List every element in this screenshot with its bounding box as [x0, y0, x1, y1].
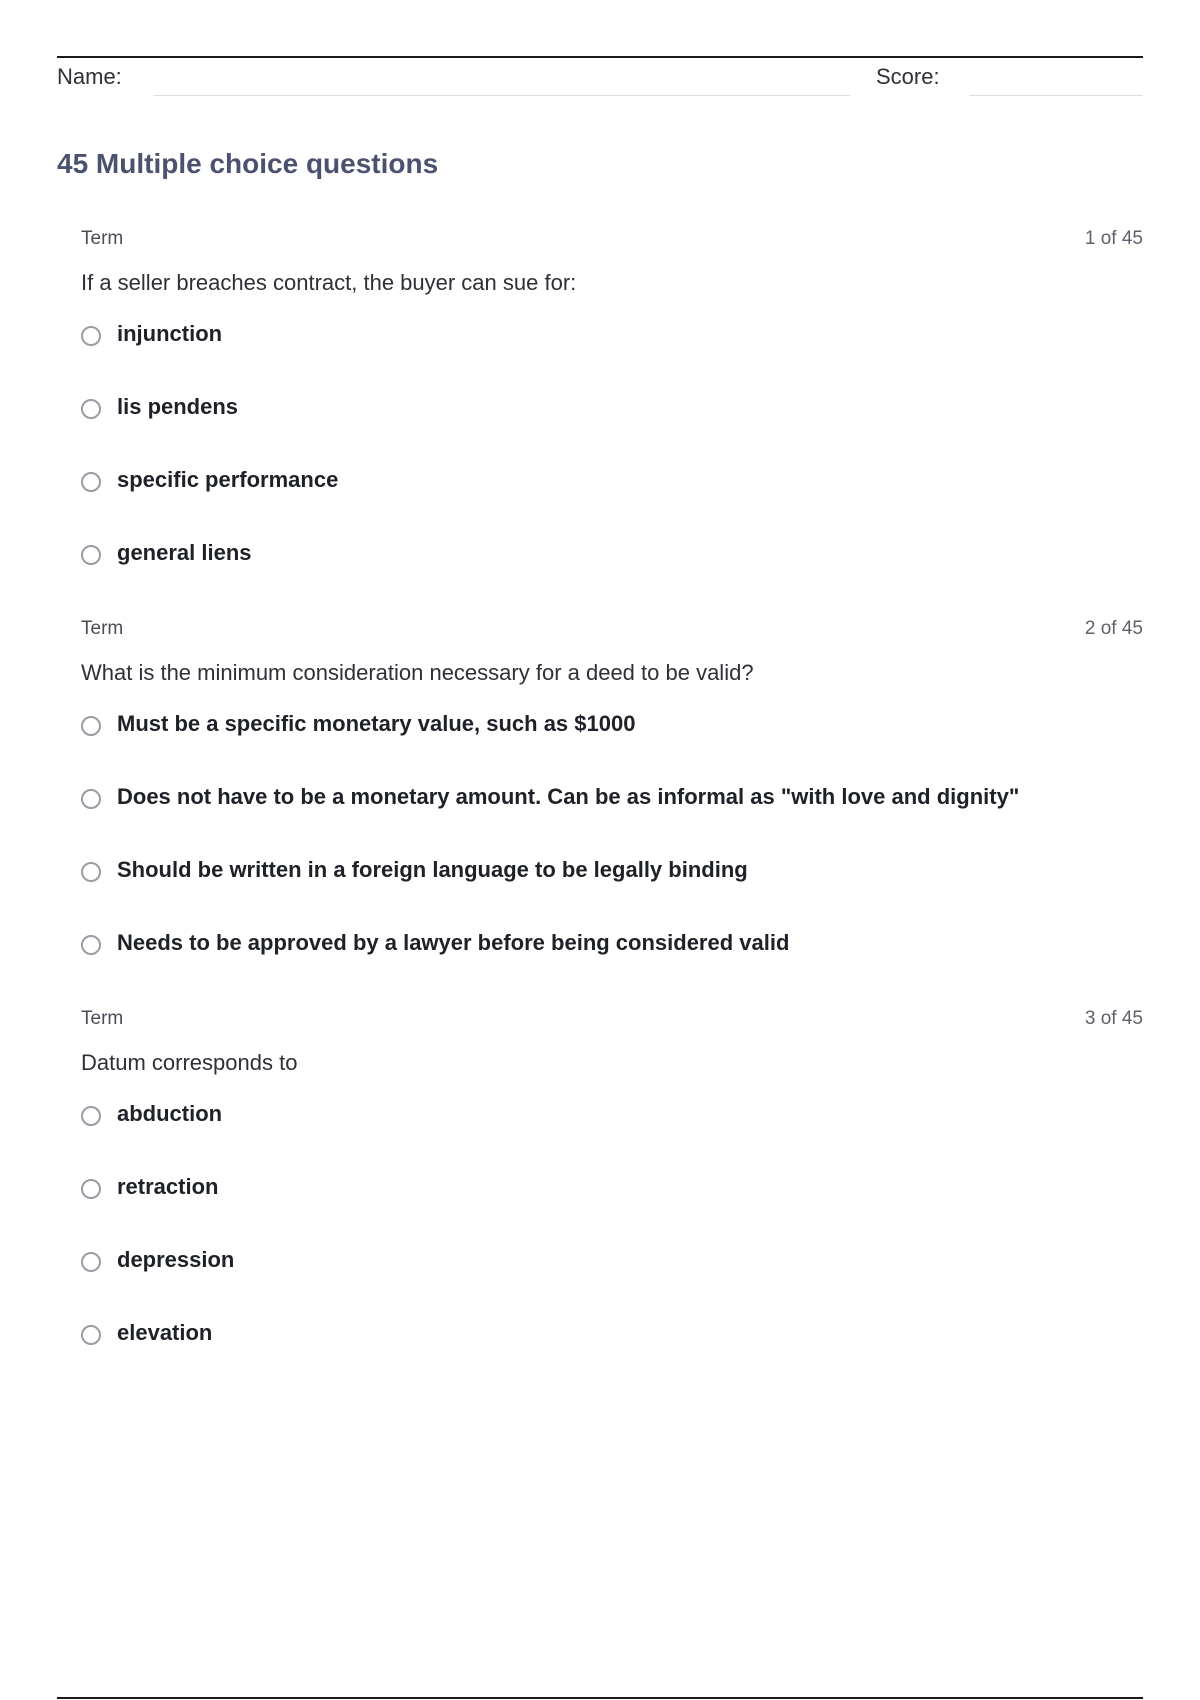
answer-option-label: Must be a specific monetary value, such as $1000	[117, 711, 636, 736]
radio-button-icon[interactable]	[81, 716, 101, 736]
question-3	[81, 1008, 1143, 1390]
radio-button-icon[interactable]	[81, 1106, 101, 1126]
answer-option-label: depression	[117, 1247, 235, 1272]
answer-option[interactable]	[81, 708, 1143, 781]
answer-option-label: specific performance	[117, 467, 339, 492]
question-2	[81, 618, 1143, 1000]
answer-option-label: Should be written in a foreign language to be legally binding	[117, 857, 748, 882]
answer-options	[81, 1098, 1143, 1390]
section-title: 45 Multiple choice questions	[57, 148, 439, 179]
answer-option[interactable]	[81, 1171, 1143, 1244]
question-1	[81, 228, 1143, 610]
answer-option[interactable]	[81, 854, 1143, 927]
answer-option[interactable]	[81, 781, 1143, 854]
answer-option-label: injunction	[117, 321, 223, 346]
answer-option-label: Does not have to be a monetary amount. Can be as informal as "with love and dignity"	[117, 784, 1020, 809]
name-label: Name:	[57, 64, 122, 89]
radio-button-icon[interactable]	[81, 862, 101, 882]
radio-button-icon[interactable]	[81, 545, 101, 565]
score-field[interactable]	[969, 95, 1143, 96]
answer-option[interactable]	[81, 1244, 1143, 1317]
name-field[interactable]	[154, 95, 850, 96]
answer-option[interactable]	[81, 1098, 1143, 1171]
answer-option-label: lis pendens	[117, 394, 239, 419]
worksheet-page	[57, 0, 1143, 1700]
radio-button-icon[interactable]	[81, 1179, 101, 1199]
radio-button-icon[interactable]	[81, 1252, 101, 1272]
question-counter: 2 of 45	[1084, 618, 1143, 639]
radio-button-icon[interactable]	[81, 399, 101, 419]
question-prompt: If a seller breaches contract, the buyer can sue for:	[81, 270, 577, 295]
top-divider	[57, 56, 1143, 58]
answer-option-label: general liens	[117, 540, 252, 565]
bottom-divider	[57, 1697, 1143, 1699]
answer-option-label: elevation	[117, 1320, 213, 1345]
answer-option[interactable]	[81, 464, 1143, 537]
answer-option-label: retraction	[117, 1174, 219, 1199]
answer-option[interactable]	[81, 537, 1143, 610]
answer-option[interactable]	[81, 318, 1143, 391]
question-term-label: Term	[81, 228, 124, 249]
header-row	[57, 62, 1143, 98]
radio-button-icon[interactable]	[81, 326, 101, 346]
question-term-label: Term	[81, 1008, 124, 1029]
answer-option-label: abduction	[117, 1101, 223, 1126]
answer-option-label: Needs to be approved by a lawyer before being considered valid	[117, 930, 790, 955]
answer-option[interactable]	[81, 927, 1143, 1000]
question-prompt: What is the minimum consideration necessary for a deed to be valid?	[81, 660, 754, 685]
radio-button-icon[interactable]	[81, 472, 101, 492]
answer-options	[81, 708, 1143, 1000]
answer-option[interactable]	[81, 1317, 1143, 1390]
question-prompt: Datum corresponds to	[81, 1050, 298, 1075]
radio-button-icon[interactable]	[81, 789, 101, 809]
answer-option[interactable]	[81, 391, 1143, 464]
question-counter: 1 of 45	[1084, 228, 1143, 249]
question-term-label: Term	[81, 618, 124, 639]
question-counter: 3 of 45	[1084, 1008, 1143, 1029]
score-label: Score:	[876, 64, 940, 89]
answer-options	[81, 318, 1143, 610]
radio-button-icon[interactable]	[81, 935, 101, 955]
radio-button-icon[interactable]	[81, 1325, 101, 1345]
